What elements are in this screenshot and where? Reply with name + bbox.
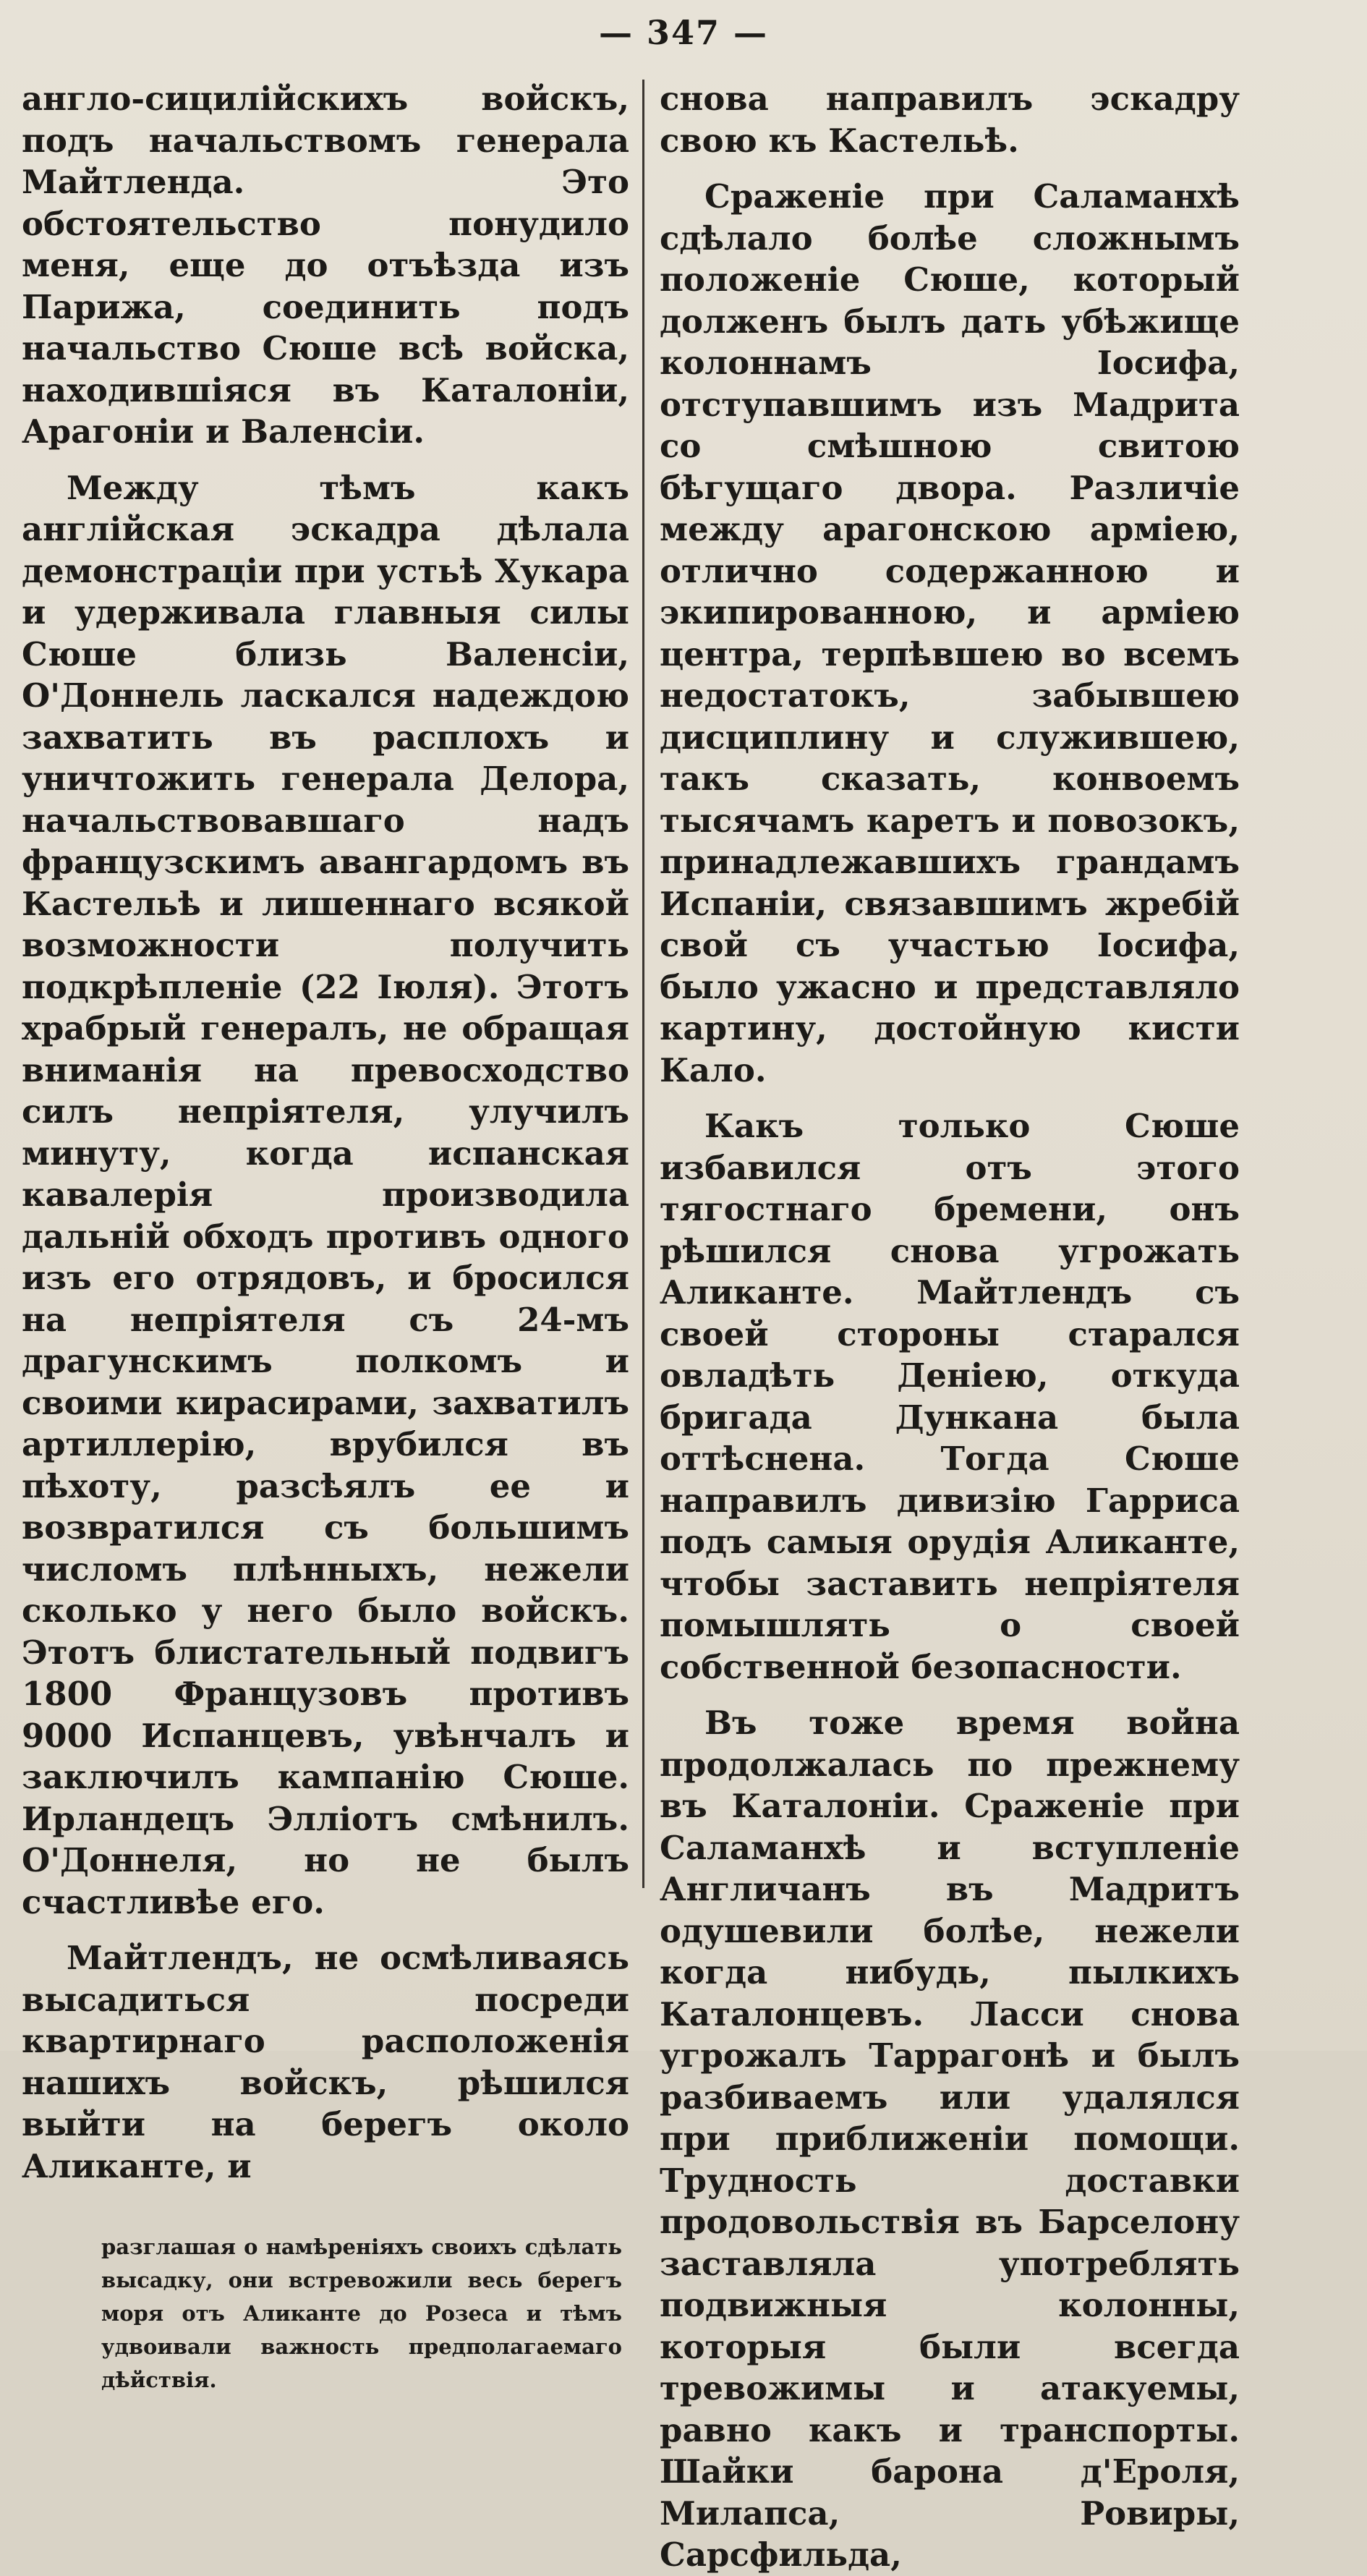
paragraph: снова направилъ эскадру свою къ Кастельѣ. (660, 80, 1240, 160)
right-column (660, 78, 1240, 2576)
paragraph: англо-сицилійскихъ войскъ, подъ начальствомъ генерала Майтленда. Это обстоятельство понудило меня, еще до отъѣзда изъ Парижа, соединить подъ начальство Сюше всѣ войска, находившіяся въ Каталоніи, Арагоніи и Валенсіи. (22, 80, 629, 451)
footnote: разглашая о намѣреніяхъ своихъ сдѣлать высадку, они встревожили весь берегъ моря отъ Аликанте до Розеса и тѣмъ удвоивали важность предполагаемаго дѣйствія. (101, 2235, 622, 2392)
paragraph: Сраженіе при Саламанхѣ сдѣлало болѣе сложнымъ положеніе Сюше, который долженъ былъ дать убѣжище колоннамъ Іосифа, отступавшимъ изъ Мадрита со смѣшною свитою бѣгущаго двора. Различіе между арагонскою арміею, отлично содержанною и экипированною, и арміею центра, терпѣвшею во всемъ недостатокъ, забывшею дисциплину и служившею, такъ сказать, конвоемъ тысячамъ каретъ и повозокъ, принадлежавшихъ грандамъ Испаніи, связавшимъ жребій свой съ участью Іосифа, было ужасно и представляло картину, достойную кисти Кало. (660, 177, 1240, 1089)
paragraph: Между тѣмъ какъ англійская эскадра дѣлала демонстраціи при устьѣ Хукара и удерживала главныя силы Сюше близь Валенсіи, О'Доннель ласкался надеждою захватить въ расплохъ и уничтожить генерала Делора, начальствовавшаго надъ французскимъ авангардомъ въ Кастельѣ и лишеннаго всякой возможности получить подкрѣпленіе (22 Іюля). Этотъ храбрый генералъ, не обращая вниманія на превосходство силъ непріятеля, улучилъ минуту, когда испанская кавалерія производила дальній обходъ противъ одного изъ его отрядовъ, и бросился на непріятеля съ 24-мъ драгунскимъ полкомъ и своими кирасирами, захватилъ артиллерію, врубился въ пѣхоту, разсѣялъ ее и возвратился съ большимъ числомъ плѣнныхъ, нежели сколько у него было войскъ. Этотъ блистательный подвигъ 1800 Французовъ противъ 9000 Испанцевъ, увѣнчалъ и заключилъ кампанію Сюше. Ирландецъ Эллiотъ смѣнилъ. О'Доннеля, но не былъ счастливѣе его. (22, 468, 629, 1921)
paragraph: Майтлендъ, не осмѣливаясь высадиться посреди квартирнаго расположенія нашихъ войскъ, рѣшился выйти на берегъ около Аликанте, и (22, 1939, 629, 2185)
column-divider (642, 80, 644, 1888)
paragraph: Въ тоже время война продолжалась по прежнему въ Каталоніи. Сраженіе при Саламанхѣ и вступленіе Англичанъ въ Мадритъ одушевили болѣе, нежели когда нибудь, пылкихъ Каталонцевъ. Ласси снова угрожалъ Таррагонѣ и былъ разбиваемъ или удалялся при приближеніи помощи. Трудность доставки продовольствія въ Барселону заставляла употреблять подвижныя колонны, которыя были всегда тревожимы и атакуемы, равно какъ и транспорты. Шайки барона д'Ероля, Милапса, Ровиры, Сарсфильда, (660, 1704, 1240, 2574)
left-column (22, 78, 629, 2397)
paragraph: Какъ только Сюше избавился отъ этого тягостнаго бремени, онъ рѣшился снова угрожать Аликанте. Майтлендъ съ своей стороны старался овладѣть Деніею, откуда бригада Дункана была оттѣснена. Тогда Сюше направилъ дивизію Гарриса подъ самыя орудія Аликанте, чтобы заставить непріятеля помышлять о своей собственной безопасности. (660, 1107, 1240, 1686)
page-number: — 347 — (598, 13, 769, 52)
